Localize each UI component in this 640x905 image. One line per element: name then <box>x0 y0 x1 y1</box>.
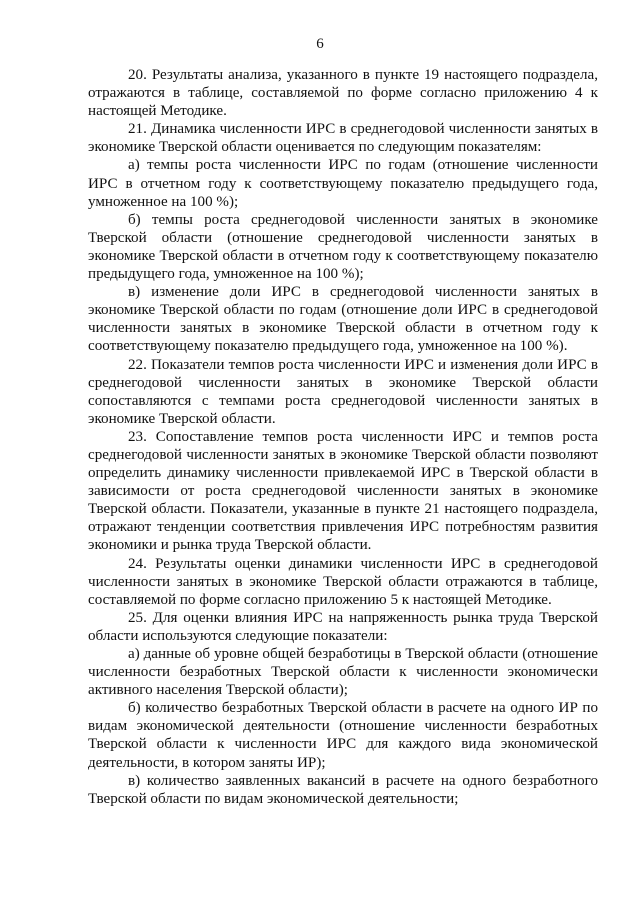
paragraph-23: 23. Сопоставление темпов роста численности ИРС и темпов роста среднегодовой численности занятых в экономике Тверской области позволяют определить динамику численности привлекаемой ИРС в Тверской области в зависимости от роста среднегодовой численности занятых в экономике Тверской области. Показатели, указанные в пункте 21 настоящего подраздела, отражают тенденции соответствия привлечения ИРС потребностям развития экономики и рынка труда Тверской области. <box>88 428 598 554</box>
paragraph-25-a: а) данные об уровне общей безработицы в Тверской области (отношение численности безработных Тверской области к численности экономически активного населения Тверской области); <box>88 646 598 699</box>
paragraph-21: 21. Динамика численности ИРС в среднегодовой численности занятых в экономике Тверской области оценивается по следующим показателям: <box>88 121 598 156</box>
paragraph-25-b: б) количество безработных Тверской области в расчете на одного ИР по видам экономической деятельности (отношение численности безработных Тверской области к численности ИРС для каждого вида экономической деятельности, в котором заняты ИР); <box>88 700 598 771</box>
paragraph-21-v: в) изменение доли ИРС в среднегодовой численности занятых в экономике Тверской области по годам (отношение доли ИРС в среднегодовой численности занятых в экономике Тверской области в отчетном году к соответствующему показателю предыдущего года, умноженное на 100 %). <box>88 284 598 355</box>
document-body <box>88 66 598 808</box>
paragraph-21-a: а) темпы роста численности ИРС по годам (отношение численности ИРС в отчетном году к соответствующему показателю предыдущего года, умноженное на 100 %); <box>88 157 598 210</box>
paragraph-22: 22. Показатели темпов роста численности ИРС и изменения доли ИРС в среднегодовой численности занятых в экономике Тверской области сопоставляются с темпами роста среднегодовой численности занятых в экономике Тверской области. <box>88 356 598 427</box>
paragraph-25: 25. Для оценки влияния ИРС на напряженность рынка труда Тверской области используются следующие показатели: <box>88 609 598 644</box>
paragraph-21-b: б) темпы роста среднегодовой численности занятых в экономике Тверской области (отношение среднегодовой численности занятых в экономике Тверской области в отчетном году к соответствующему показателю предыдущего года, умноженное на 100 %); <box>88 211 598 283</box>
paragraph-24: 24. Результаты оценки динамики численности ИРС в среднегодовой численности занятых в экономике Тверской области отражаются в таблице, составляемой по форме согласно приложению 5 к настоящей Методике. <box>88 555 598 608</box>
paragraph-25-v: в) количество заявленных вакансий в расчете на одного безработного Тверской области по видам экономической деятельности; <box>88 772 598 807</box>
paragraph-20: 20. Результаты анализа, указанного в пункте 19 настоящего подраздела, отражаются в таблице, составляемой по форме согласно приложению 4 к настоящей Методике. <box>88 67 598 120</box>
page-number: 6 <box>316 36 324 52</box>
